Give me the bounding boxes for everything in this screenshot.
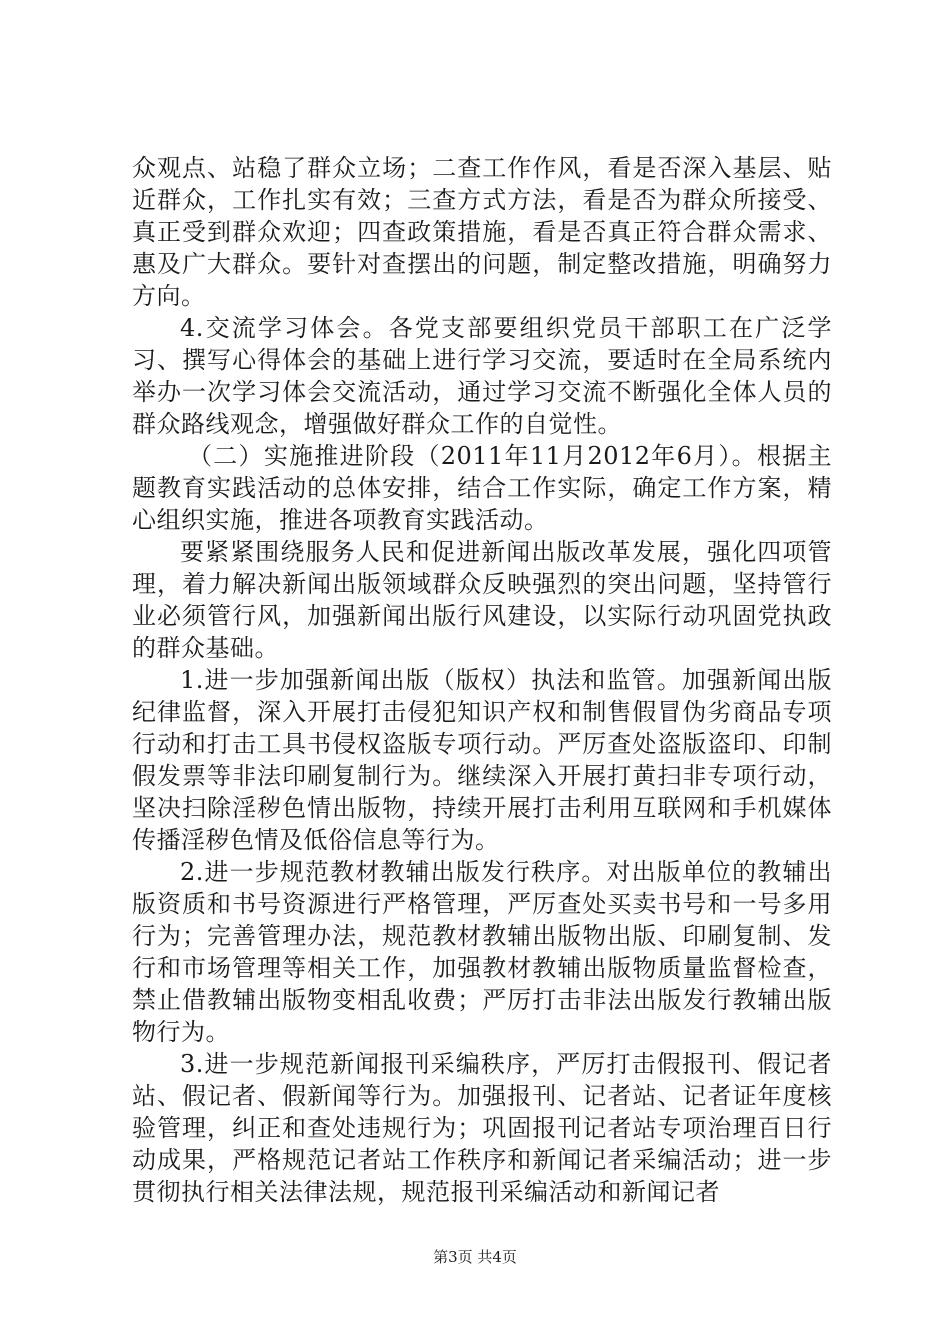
paragraph-enforcement: 1.进一步加强新闻出版（版权）执法和监管。加强新闻出版纪律监督，深入开展打击侵犯知识产权和制售假冒伪劣商品专项行动和打击工具书侵权盗版专项行动。严厉查处盗版盗印、印制假发票等非法印刷复制行为。继续深入开展打黄扫非专项行动，坚决扫除淫秽色情出版物，持续开展打击利用互联网和手机媒体传播淫秽色情及低俗信息等行为。 bbox=[132, 666, 832, 854]
paragraph-exchange-study: 4.交流学习体会。各党支部要组织党员干部职工在广泛学习、撰写心得体会的基础上进行学习交流，要适时在全局系统内举办一次学习体会交流活动，通过学习交流不断强化全体人员的群众路线观念，增强做好群众工作的自觉性。 bbox=[132, 314, 832, 438]
paragraph-four-management: 要紧紧围绕服务人民和促进新闻出版改革发展，强化四项管理，着力解决新闻出版领域群众反映强烈的突出问题，坚持管行业必须管行风，加强新闻出版行风建设，以实际行动巩固党执政的群众基础。 bbox=[132, 538, 832, 662]
paragraph-implementation-stage: （二）实施推进阶段（2011年11月2012年6月）。根据主题教育实践活动的总体安排，结合工作实际，确定工作方案，精心组织实施，推进各项教育实践活动。 bbox=[132, 442, 832, 534]
document-body bbox=[132, 152, 832, 1208]
page-number: 第3页 共4页 bbox=[433, 1248, 517, 1266]
paragraph-press-order: 3.进一步规范新闻报刊采编秩序，严厉打击假报刊、假记者站、假记者、假新闻等行为。加强报刊、记者站、记者证年度核验管理，纠正和查处违规行为；巩固报刊记者站专项治理百日行动成果，严格规范记者站工作秩序和新闻记者采编活动；进一步贯彻执行相关法律法规，规范报刊采编活动和新闻记者 bbox=[132, 1050, 832, 1206]
paragraph-continuation: 众观点、站稳了群众立场；二查工作作风，看是否深入基层、贴近群众，工作扎实有效；三查方式方法，看是否为群众所接受、真正受到群众欢迎；四查政策措施，看是否真正符合群众需求、惠及广大群众。要针对查摆出的问题，制定整改措施，明确努力方向。 bbox=[132, 154, 832, 310]
page-footer bbox=[0, 1246, 950, 1267]
paragraph-textbook-order: 2.进一步规范教材教辅出版发行秩序。对出版单位的教辅出版资质和书号资源进行严格管理，严厉查处买卖书号和一号多用行为；完善管理办法，规范教材教辅出版物出版、印刷复制、发行和市场管理等相关工作，加强教材教辅出版物质量监督检查，禁止借教辅出版物变相乱收费；严厉打击非法出版发行教辅出版物行为。 bbox=[132, 858, 832, 1046]
